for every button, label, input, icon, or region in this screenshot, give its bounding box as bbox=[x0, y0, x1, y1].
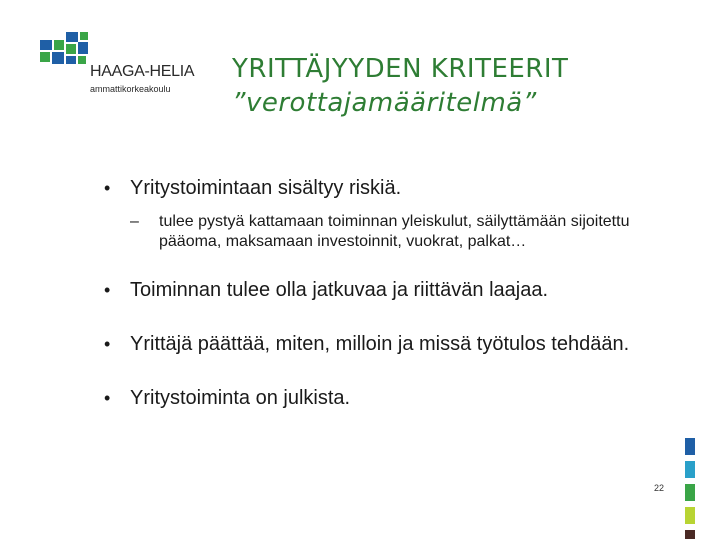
bullet-item: • Yrittäjä päättää, miten, milloin ja missä työtulos tehdään. bbox=[100, 332, 690, 356]
page-number: 22 bbox=[654, 483, 665, 493]
bullet-item: • Yritystoiminta on julkista. bbox=[100, 386, 690, 410]
logo-squares-icon bbox=[40, 32, 90, 68]
title-line-1: YRITTÄJYYDEN KRITEERIT bbox=[232, 54, 569, 84]
bullet-item: • Yritystoimintaan sisältyy riskiä. bbox=[100, 176, 690, 200]
logo-wordmark: HAAGA-HELIA bbox=[90, 63, 195, 80]
sub-bullet-item: – tulee pystyä kattamaan toiminnan yleiskulut, säilyttämään sijoitettu pääoma, maksamaan investoinnit, vuokrat, palkat… bbox=[130, 212, 690, 252]
title-line-2: ”verottajamääritelmä” bbox=[232, 88, 537, 118]
logo-subtitle: ammattikorkeakoulu bbox=[90, 84, 171, 94]
decorative-color-bars bbox=[685, 438, 695, 545]
deco-bar bbox=[685, 461, 695, 478]
slide-title bbox=[232, 52, 702, 120]
deco-bar bbox=[685, 438, 695, 455]
bullet-list bbox=[100, 176, 690, 410]
deco-bar bbox=[685, 507, 695, 524]
deco-bar bbox=[685, 484, 695, 501]
deco-bar bbox=[685, 530, 695, 539]
bullet-item: • Toiminnan tulee olla jatkuvaa ja riittävän laajaa. bbox=[100, 278, 690, 302]
